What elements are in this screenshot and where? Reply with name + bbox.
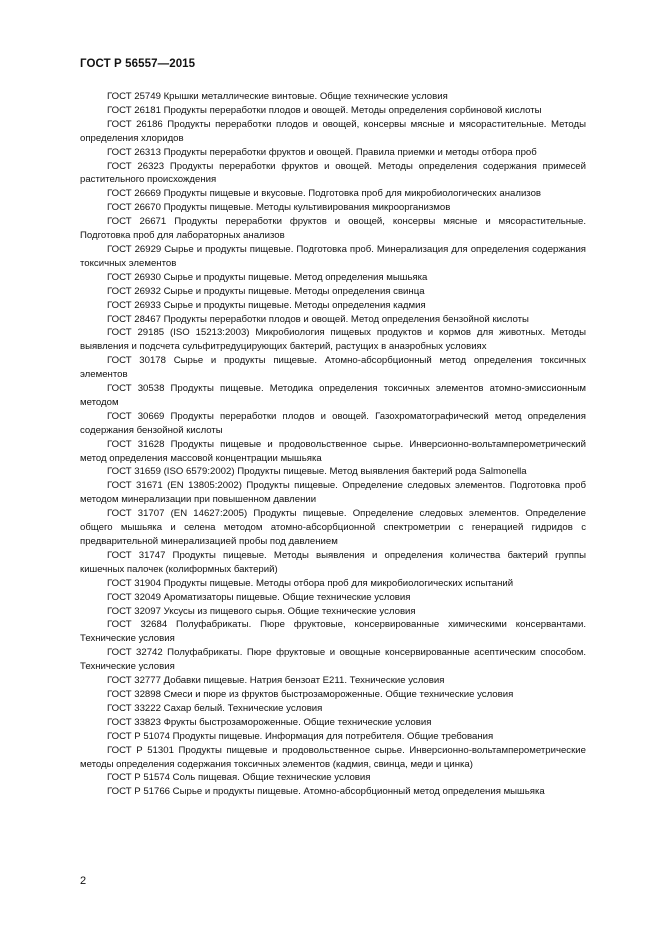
reference-entry: ГОСТ 31747 Продукты пищевые. Методы выявления и определения количества бактерий группы кишечных палочек (колиформных бактерий) <box>80 549 586 575</box>
reference-entry: ГОСТ 26933 Сырье и продукты пищевые. Методы определения кадмия <box>107 299 426 311</box>
reference-entry: ГОСТ 29185 (ISO 15213:2003) Микробиология пищевых продуктов и кормов для животных. Методы выявления и подсчета сульфитредуцирующих бактерий, растущих в анаэробных условиях <box>80 327 586 353</box>
reference-entry: ГОСТ Р 51301 Продукты пищевые и продовольственное сырье. Инверсионно-вольтамперометрические методы определения содержания токсичных элементов (кадмия, свинца, меди и цинка) <box>80 744 586 770</box>
reference-entry: ГОСТ 26670 Продукты пищевые. Методы культивирования микроорганизмов <box>107 202 451 214</box>
reference-entry: ГОСТ 31671 (EN 13805:2002) Продукты пищевые. Определение следовых элементов. Подготовка проб методом минерализации при повышенном давлении <box>80 480 586 506</box>
reference-entry: ГОСТ 33222 Сахар белый. Технические условия <box>107 702 323 714</box>
reference-entry: ГОСТ 26930 Сырье и продукты пищевые. Метод определения мышьяка <box>107 271 428 283</box>
reference-entry: ГОСТ 28467 Продукты переработки плодов и овощей. Метод определения бензойной кислоты <box>107 313 529 325</box>
reference-entry: ГОСТ 26313 Продукты переработки фруктов и овощей. Правила приемки и методы отбора проб <box>107 146 537 158</box>
reference-entry: ГОСТ 25749 Крышки металлические винтовые. Общие технические условия <box>107 91 448 102</box>
reference-entry: ГОСТ 32097 Уксусы из пищевого сырья. Общие технические условия <box>107 605 416 617</box>
reference-entry: ГОСТ 31707 (EN 14627:2005) Продукты пищевые. Определение следовых элементов. Определение общего мышьяка и селена методом атомно-абсорбционной спектрометрии с генерацией гидридов с предварительной минерализацией пробы под давлением <box>80 508 586 547</box>
reference-entry: ГОСТ Р 51074 Продукты пищевые. Информация для потребителя. Общие требования <box>107 730 494 742</box>
reference-entry: ГОСТ 33823 Фрукты быстрозамороженные. Общие технические условия <box>107 716 432 728</box>
reference-entry: ГОСТ 31904 Продукты пищевые. Методы отбора проб для микробиологических испытаний <box>107 577 514 589</box>
reference-entry: ГОСТ 32049 Ароматизаторы пищевые. Общие технические условия <box>107 591 411 603</box>
reference-entry: ГОСТ 30178 Сырье и продукты пищевые. Атомно-абсорбционный метод определения токсичных элементов <box>80 355 586 381</box>
reference-entry: ГОСТ Р 51574 Соль пищевая. Общие технические условия <box>107 772 371 784</box>
reference-entry: ГОСТ 32684 Полуфабрикаты. Пюре фруктовые, консервированные химическими консервантами. Технические условия <box>80 619 586 645</box>
reference-entry: ГОСТ 32742 Полуфабрикаты. Пюре фруктовые и овощные консервированные асептическим способом. Технические условия <box>80 647 586 673</box>
reference-entry: ГОСТ 26181 Продукты переработки плодов и овощей. Методы определения сорбиновой кислоты <box>107 104 542 116</box>
reference-entry: ГОСТ 26669 Продукты пищевые и вкусовые. Подготовка проб для микробиологических анализов <box>107 188 542 200</box>
reference-entry: ГОСТ 26932 Сырье и продукты пищевые. Методы определения свинца <box>107 285 425 297</box>
references-list <box>80 90 586 799</box>
reference-entry: ГОСТ 30538 Продукты пищевые. Методика определения токсичных элементов атомно-эмиссионным методом <box>80 383 586 408</box>
reference-entry: ГОСТ 26323 Продукты переработки фруктов и овощей. Методы определения содержания примесей растительного происхождения <box>80 160 586 186</box>
reference-entry: ГОСТ 26671 Продукты переработки фруктов и овощей, консервы мясные и мясорастительные. Подготовка проб для лабораторных анализов <box>80 216 586 242</box>
reference-entry: ГОСТ 26186 Продукты переработки плодов и овощей, консервы мясные и мясорастительные. Методы определения хлоридов <box>80 118 586 144</box>
reference-entry: ГОСТ 31628 Продукты пищевые и продовольственное сырье. Инверсионно-вольтамперометрический метод определения массовой концентрации мышьяка <box>80 438 586 464</box>
reference-entry: ГОСТ 30669 Продукты переработки плодов и овощей. Газохроматографический метод определения содержания бензойной кислоты <box>80 410 586 436</box>
reference-entry: ГОСТ 32898 Смеси и пюре из фруктов быстрозамороженные. Общие технические условия <box>107 688 514 700</box>
reference-entry: ГОСТ 31659 (ISO 6579:2002) Продукты пищевые. Метод выявления бактерий рода Salmonella <box>107 466 527 478</box>
document-header: ГОСТ Р 56557—2015 <box>80 58 196 70</box>
reference-entry: ГОСТ 32777 Добавки пищевые. Натрия бензоат Е211. Технические условия <box>107 675 445 687</box>
reference-entry: ГОСТ 26929 Сырье и продукты пищевые. Подготовка проб. Минерализация для определения содержания токсичных элементов <box>80 243 586 269</box>
page-number: 2 <box>80 875 87 887</box>
reference-entry: ГОСТ Р 51766 Сырье и продукты пищевые. Атомно-абсорбционный метод определения мышьяка <box>107 786 545 798</box>
